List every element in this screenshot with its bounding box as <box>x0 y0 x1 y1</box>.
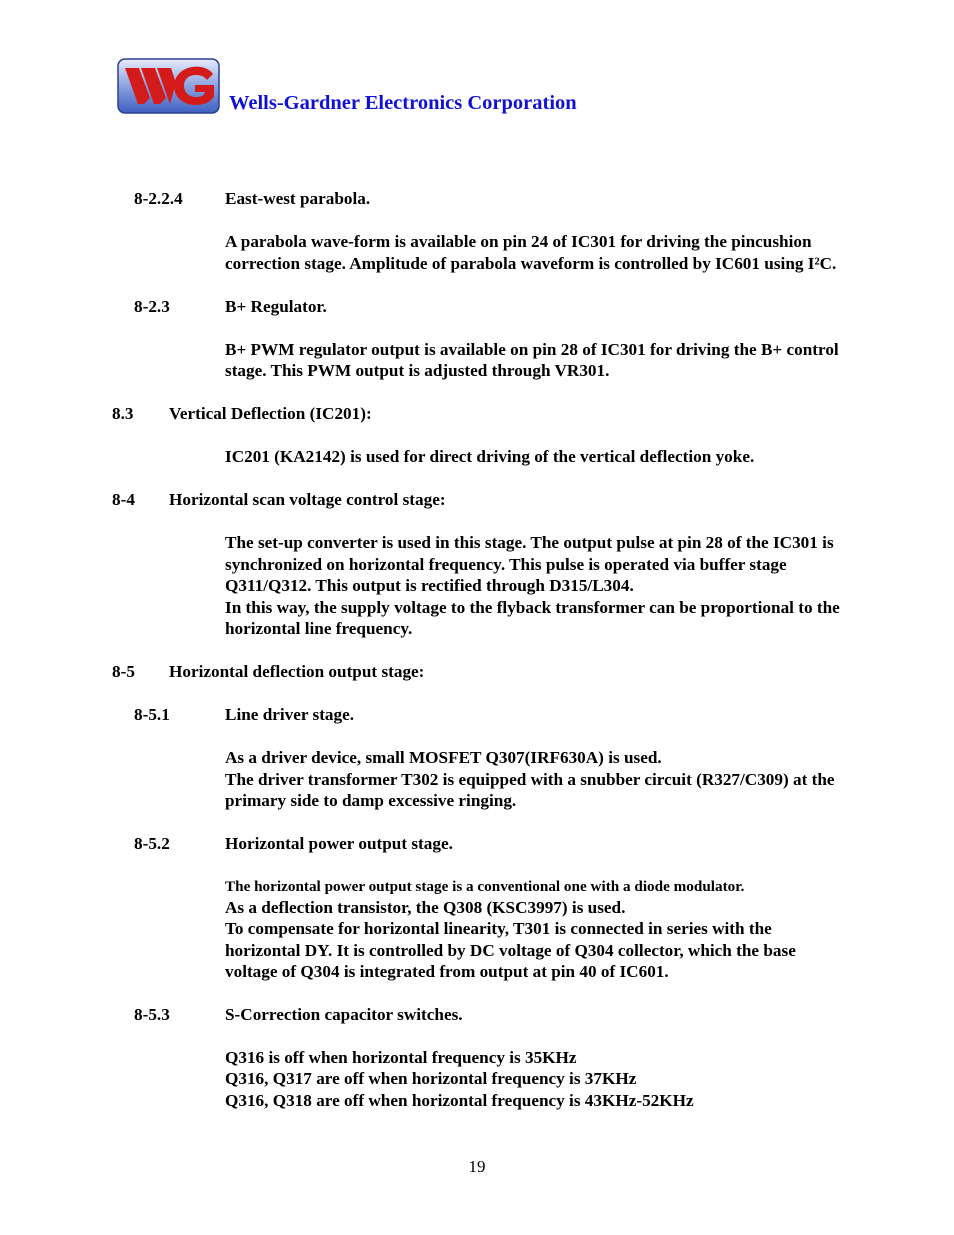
page-number: 19 <box>468 1157 486 1176</box>
section-number: 8-4 <box>112 490 135 509</box>
paragraph-line: IC201 (KA2142) is used for direct driving of the vertical deflection yoke. <box>225 447 755 466</box>
paragraph-line: The driver transformer T302 is equipped with a snubber circuit (R327/C309) at the <box>225 770 835 789</box>
section-number: 8-5.1 <box>134 705 170 724</box>
paragraph-line: horizontal line frequency. <box>225 619 413 638</box>
paragraph-line: In this way, the supply voltage to the flyback transformer can be proportional to the <box>225 598 840 617</box>
company-logo <box>117 58 220 114</box>
paragraph-line: Q316, Q317 are off when horizontal frequency is 37KHz <box>225 1069 637 1088</box>
paragraph-line: stage. This PWM output is adjusted through VR301. <box>225 361 610 380</box>
paragraph-line: As a deflection transistor, the Q308 (KSC3997) is used. <box>225 898 626 917</box>
paragraph-line: Q316, Q318 are off when horizontal frequency is 43KHz-52KHz <box>225 1091 694 1110</box>
section-number: 8-5.2 <box>134 834 170 853</box>
section-title: Horizontal deflection output stage: <box>169 662 425 681</box>
paragraph-line: horizontal DY. It is controlled by DC voltage of Q304 collector, which the base <box>225 941 796 960</box>
section-number: 8-2.2.4 <box>134 189 183 208</box>
paragraph-line: As a driver device, small MOSFET Q307(IRF630A) is used. <box>225 748 662 767</box>
paragraph-line: To compensate for horizontal linearity, T301 is connected in series with the <box>225 919 772 938</box>
paragraph-line: B+ PWM regulator output is available on pin 28 of IC301 for driving the B+ control <box>225 340 839 359</box>
company-name: Wells-Gardner Electronics Corporation <box>229 92 577 114</box>
paragraph-line: primary side to damp excessive ringing. <box>225 791 517 810</box>
paragraph-line: The set-up converter is used in this stage. The output pulse at pin 28 of the IC301 is <box>225 533 834 552</box>
section-number: 8.3 <box>112 404 134 423</box>
paragraph-line: synchronized on horizontal frequency. This pulse is operated via buffer stage <box>225 555 787 574</box>
section-title: Line driver stage. <box>225 705 355 724</box>
paragraph-line: correction stage. Amplitude of parabola waveform is controlled by IC601 using I²C. <box>225 254 837 273</box>
section-number: 8-5.3 <box>134 1005 170 1024</box>
section-title: S-Correction capacitor switches. <box>225 1005 463 1024</box>
paragraph-line: Q316 is off when horizontal frequency is 35KHz <box>225 1048 577 1067</box>
section-number: 8-5 <box>112 662 135 681</box>
paragraph-line: A parabola wave-form is available on pin 24 of IC301 for driving the pincushion <box>225 232 812 251</box>
section-number: 8-2.3 <box>134 297 170 316</box>
paragraph-line: The horizontal power output stage is a conventional one with a diode modulator. <box>225 878 745 895</box>
section-title: Horizontal power output stage. <box>225 834 453 853</box>
paragraph-line: Q311/Q312. This output is rectified through D315/L304. <box>225 576 634 595</box>
section-title: East-west parabola. <box>225 189 371 208</box>
section-title: Vertical Deflection (IC201): <box>169 404 372 423</box>
paragraph-line: voltage of Q304 is integrated from output at pin 40 of IC601. <box>225 962 669 981</box>
section-title: Horizontal scan voltage control stage: <box>169 490 446 509</box>
section-title: B+ Regulator. <box>225 297 327 316</box>
